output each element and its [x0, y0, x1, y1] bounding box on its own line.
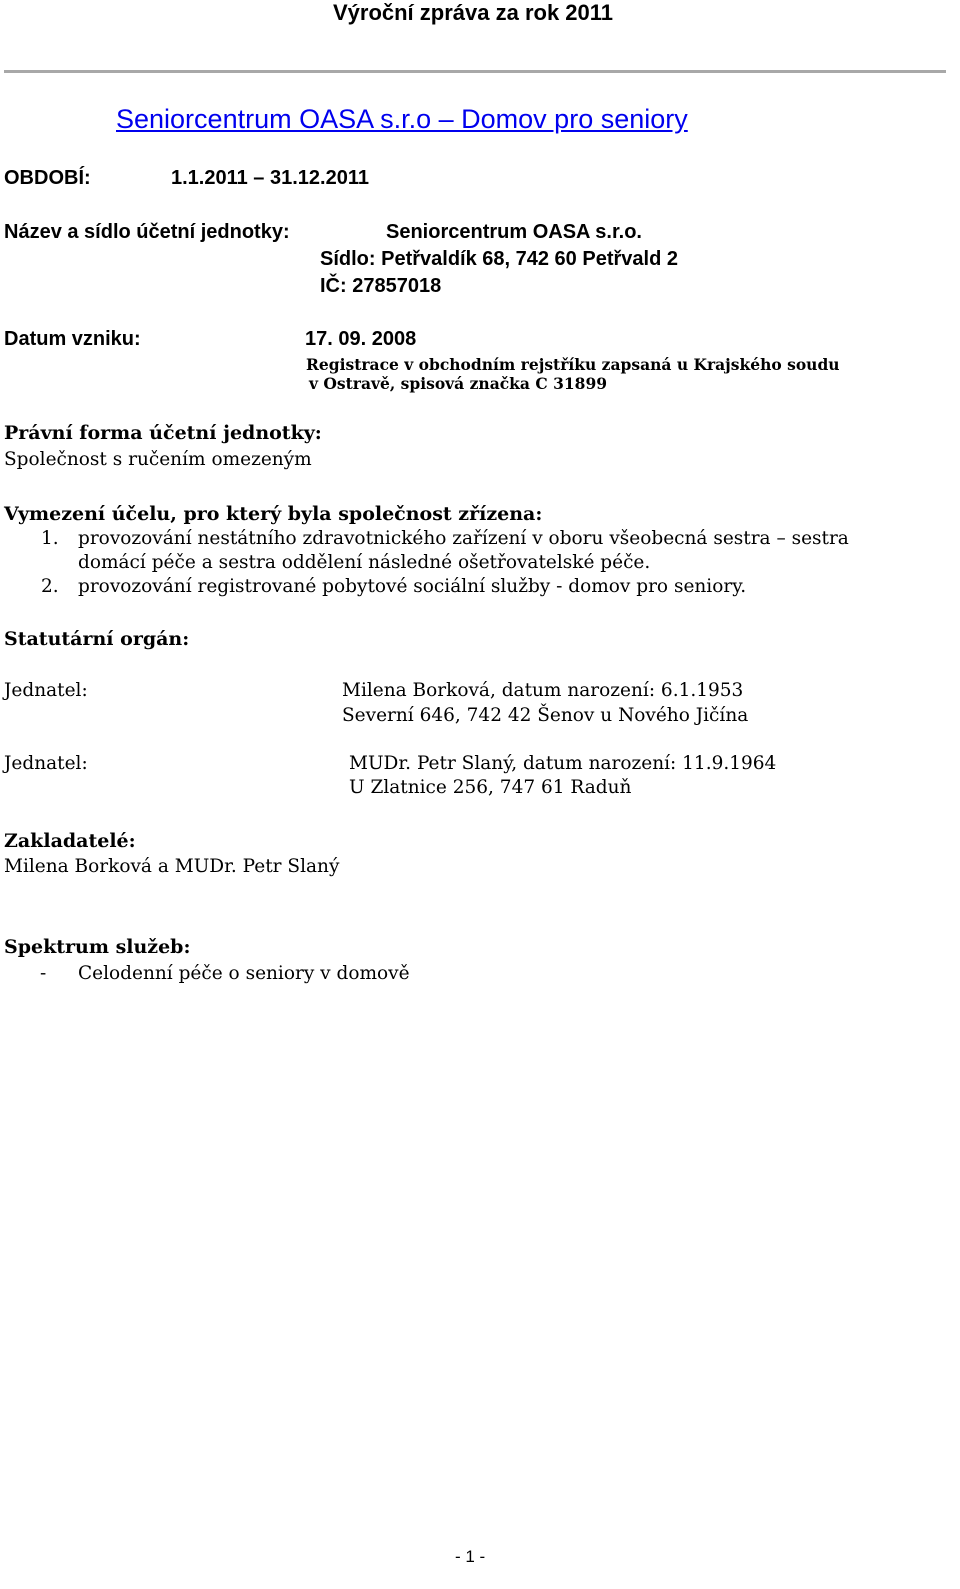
organization-heading: Seniorcentrum OASA s.r.o – Domov pro seniory: [116, 104, 688, 134]
entity-name: Seniorcentrum OASA s.r.o.: [386, 221, 642, 243]
services-item: Celodenní péče o seniory v domově: [78, 963, 410, 984]
founders-label: Zakladatelé:: [4, 830, 136, 852]
member-role: Jednatel:: [4, 680, 88, 701]
purpose-item-text: provozování registrované pobytové sociální služby - domov pro seniory.: [78, 576, 747, 597]
member-name: Milena Borková, datum narození: 6.1.1953: [342, 680, 744, 701]
member-name: MUDr. Petr Slaný, datum narození: 11.9.1964: [349, 753, 777, 774]
document-title: Výroční zpráva za rok 2011: [332, 0, 614, 25]
member-address: Severní 646, 742 42 Šenov u Nového Jičína: [342, 705, 749, 726]
member-role: Jednatel:: [4, 753, 88, 774]
legal-form-value: Společnost s ručením omezeným: [4, 449, 312, 470]
period-value: 1.1.2011 – 31.12.2011: [171, 167, 369, 189]
statutory-label: Statutární orgán:: [4, 628, 190, 650]
legal-form-label: Právní forma účetní jednotky:: [4, 422, 322, 444]
page-number: - 1 -: [455, 1547, 486, 1566]
founded-date: 17. 09. 2008: [305, 328, 417, 350]
purpose-label: Vymezení účelu, pro který byla společnost zřízena:: [4, 503, 543, 525]
entity-ic: IČ: 27857018: [320, 275, 442, 297]
registration-line-1: Registrace v obchodním rejstříku zapsaná u Krajského soudu: [306, 355, 840, 374]
entity-seat: Sídlo: Petřvaldík 68, 742 60 Petřvald 2: [320, 248, 678, 270]
services-label: Spektrum služeb:: [4, 936, 191, 958]
purpose-item-number: 1.: [41, 528, 59, 549]
purpose-item-text-cont: domácí péče a sestra oddělení následné ošetřovatelské péče.: [78, 552, 651, 573]
founders-value: Milena Borková a MUDr. Petr Slaný: [4, 856, 340, 877]
header-divider: [4, 70, 946, 73]
member-address: U Zlatnice 256, 747 61 Raduň: [349, 777, 632, 798]
period-label: OBDOBÍ:: [4, 167, 91, 189]
purpose-item-text: provozování nestátního zdravotnického zařízení v oboru všeobecná sestra – sestra: [78, 528, 849, 549]
purpose-item-number: 2.: [41, 576, 59, 597]
entity-label: Název a sídlo účetní jednotky:: [4, 221, 290, 243]
founded-label: Datum vzniku:: [4, 328, 141, 350]
registration-line-2: v Ostravě, spisová značka C 31899: [309, 374, 608, 393]
services-bullet: -: [40, 963, 47, 984]
